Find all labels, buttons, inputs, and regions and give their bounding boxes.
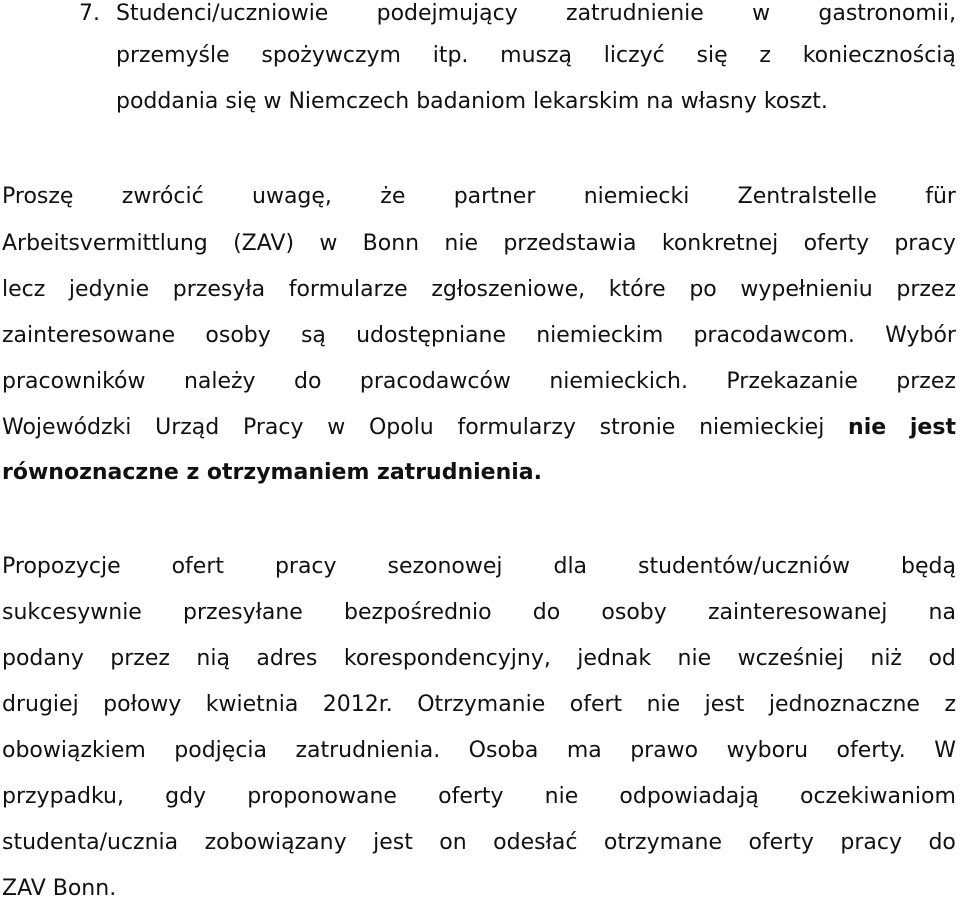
word: sezonowej xyxy=(387,554,503,579)
word: nie xyxy=(646,692,681,717)
word: Osoba xyxy=(468,738,539,763)
word: dla xyxy=(553,554,588,579)
word: oferty. xyxy=(836,738,906,763)
list-item-7 xyxy=(0,0,960,120)
word: od xyxy=(928,646,956,671)
p3-line-2 xyxy=(2,599,956,627)
p3-line-8: ZAV Bonn. xyxy=(2,876,117,901)
word: nie xyxy=(848,415,887,440)
word: bezpośrednio xyxy=(344,600,492,625)
word: jest xyxy=(704,692,745,717)
word: wypełnieniu xyxy=(740,277,873,302)
word: podjęcia xyxy=(174,738,268,763)
word: pracy xyxy=(274,554,337,579)
p2-line-4 xyxy=(2,322,956,350)
word: sukcesywnie xyxy=(2,600,142,625)
word: Pracy xyxy=(242,415,304,440)
word: Przekazanie xyxy=(726,369,858,394)
word: przypadku, xyxy=(2,784,124,809)
word: nie xyxy=(677,646,712,671)
word: przedstawia xyxy=(503,231,637,256)
word: Wojewódzki xyxy=(2,415,132,440)
p2-line-6 xyxy=(2,414,956,442)
word: przez xyxy=(110,646,170,671)
word: ma xyxy=(566,738,602,763)
word: podany xyxy=(2,646,84,671)
word: obowiązkiem xyxy=(2,738,146,763)
word: na xyxy=(928,600,956,625)
word: przesyłane xyxy=(183,600,303,625)
word: zobowiązany xyxy=(204,830,347,855)
word: połowy xyxy=(103,692,182,717)
word: zainteresowane xyxy=(2,323,176,348)
word: niemieckich. xyxy=(549,369,688,394)
word: kwietnia xyxy=(205,692,299,717)
word: zgłoszeniowe, xyxy=(431,277,586,302)
word: jednoznaczne xyxy=(768,692,920,717)
word: odesłać xyxy=(493,830,578,855)
word: koniecznością xyxy=(802,43,956,68)
word: wyboru xyxy=(726,738,809,763)
p2-line-1 xyxy=(2,183,956,211)
word: nie xyxy=(444,231,479,256)
word: do xyxy=(294,369,322,394)
word: oczekiwaniom xyxy=(800,784,956,809)
word: zatrudnienia. xyxy=(295,738,441,763)
word: proponowane xyxy=(247,784,397,809)
word: niemieckiej xyxy=(699,415,825,440)
p3-line-1 xyxy=(2,553,956,581)
word: formularze xyxy=(288,277,408,302)
p3-line-6 xyxy=(2,783,956,811)
word: lecz xyxy=(2,277,46,302)
p2-line-5 xyxy=(2,368,956,396)
word: wcześniej xyxy=(737,646,844,671)
word: Arbeitsvermittlung xyxy=(2,231,208,256)
item7-line-3: poddania się w Niemczech badaniom lekarskim na własny koszt. xyxy=(116,89,828,114)
p2-line-2 xyxy=(2,230,956,258)
word: przesyła xyxy=(172,277,266,302)
word: osoby xyxy=(205,323,271,348)
word: pracodawcom. xyxy=(693,323,855,348)
word: do xyxy=(532,600,561,625)
word: niż xyxy=(870,646,902,671)
word: pracodawców xyxy=(359,369,511,394)
word: odpowiadają xyxy=(619,784,759,809)
word: ofert xyxy=(171,554,224,579)
item7-line-1 xyxy=(116,0,956,28)
word: Urząd xyxy=(155,415,220,440)
word: drugiej xyxy=(2,692,79,717)
word: Otrzymanie xyxy=(417,692,546,717)
word: Proszę xyxy=(2,184,74,209)
p3-line-5 xyxy=(2,737,956,765)
word: Studenci/uczniowie xyxy=(116,1,329,26)
word: które xyxy=(608,277,666,302)
word: jest xyxy=(909,415,956,440)
item7-line-2 xyxy=(116,42,956,70)
word: studenta/ucznia xyxy=(2,830,179,855)
word: konkretnej xyxy=(661,231,779,256)
word: niemiecki xyxy=(583,184,690,209)
word: partner xyxy=(453,184,536,209)
word: jedynie xyxy=(68,277,150,302)
word: Bonn xyxy=(362,231,420,256)
word: w xyxy=(319,231,338,256)
word: gastronomii, xyxy=(818,1,956,26)
word: z xyxy=(944,692,956,717)
word: nią xyxy=(196,646,230,671)
word: pracy xyxy=(894,231,956,256)
word: będą xyxy=(900,554,956,579)
word: jednak xyxy=(577,646,652,671)
word: Wybór xyxy=(885,323,956,348)
word: liczyć xyxy=(603,43,665,68)
word: należy xyxy=(183,369,256,394)
word: otrzymane xyxy=(603,830,722,855)
word: pracy xyxy=(840,830,902,855)
word: zwrócić xyxy=(121,184,204,209)
word: (ZAV) xyxy=(233,231,295,256)
word: podejmujący xyxy=(376,1,518,26)
p3-line-4 xyxy=(2,691,956,719)
p3-line-7 xyxy=(2,829,956,857)
word: formularzy xyxy=(457,415,576,440)
word: spożywczym xyxy=(261,43,401,68)
word: w xyxy=(752,1,771,26)
word: oferty xyxy=(438,784,504,809)
word: ofert xyxy=(569,692,623,717)
word: gdy xyxy=(165,784,207,809)
p2-bold-line: równoznaczne z otrzymaniem zatrudnienia. xyxy=(2,460,542,485)
word: osoby xyxy=(601,600,667,625)
word: muszą xyxy=(500,43,573,68)
word: für xyxy=(925,184,956,209)
word: pracowników xyxy=(2,369,146,394)
word: do xyxy=(928,830,956,855)
word: że xyxy=(380,184,406,209)
word: 2012r. xyxy=(322,692,393,717)
word: w xyxy=(327,415,346,440)
word: oferty xyxy=(748,830,814,855)
word: Zentralstelle xyxy=(737,184,877,209)
list-number: 7. xyxy=(79,1,100,26)
p2-line-3 xyxy=(2,276,956,304)
p3-line-3 xyxy=(2,645,956,673)
word: itp. xyxy=(432,43,469,68)
word: on xyxy=(439,830,467,855)
word: są xyxy=(300,323,326,348)
word: z xyxy=(759,43,771,68)
word: zainteresowanej xyxy=(707,600,888,625)
word: niemieckim xyxy=(536,323,664,348)
word: przez xyxy=(896,277,956,302)
word: udostępniane xyxy=(356,323,507,348)
word: prawo xyxy=(630,738,699,763)
word: stronie xyxy=(599,415,676,440)
word: studentów/uczniów xyxy=(637,554,851,579)
word: adres xyxy=(256,646,318,671)
word: się xyxy=(696,43,728,68)
word: korespondencyjny, xyxy=(343,646,551,671)
word: W xyxy=(934,738,956,763)
word: jest xyxy=(373,830,413,855)
word: zatrudnienie xyxy=(566,1,704,26)
word: uwagę, xyxy=(252,184,332,209)
word: po xyxy=(689,277,717,302)
word: nie xyxy=(544,784,579,809)
word: przemyśle xyxy=(116,43,230,68)
word: przez xyxy=(896,369,956,394)
word: Opolu xyxy=(368,415,434,440)
word: Propozycje xyxy=(2,554,121,579)
word: oferty xyxy=(803,231,870,256)
